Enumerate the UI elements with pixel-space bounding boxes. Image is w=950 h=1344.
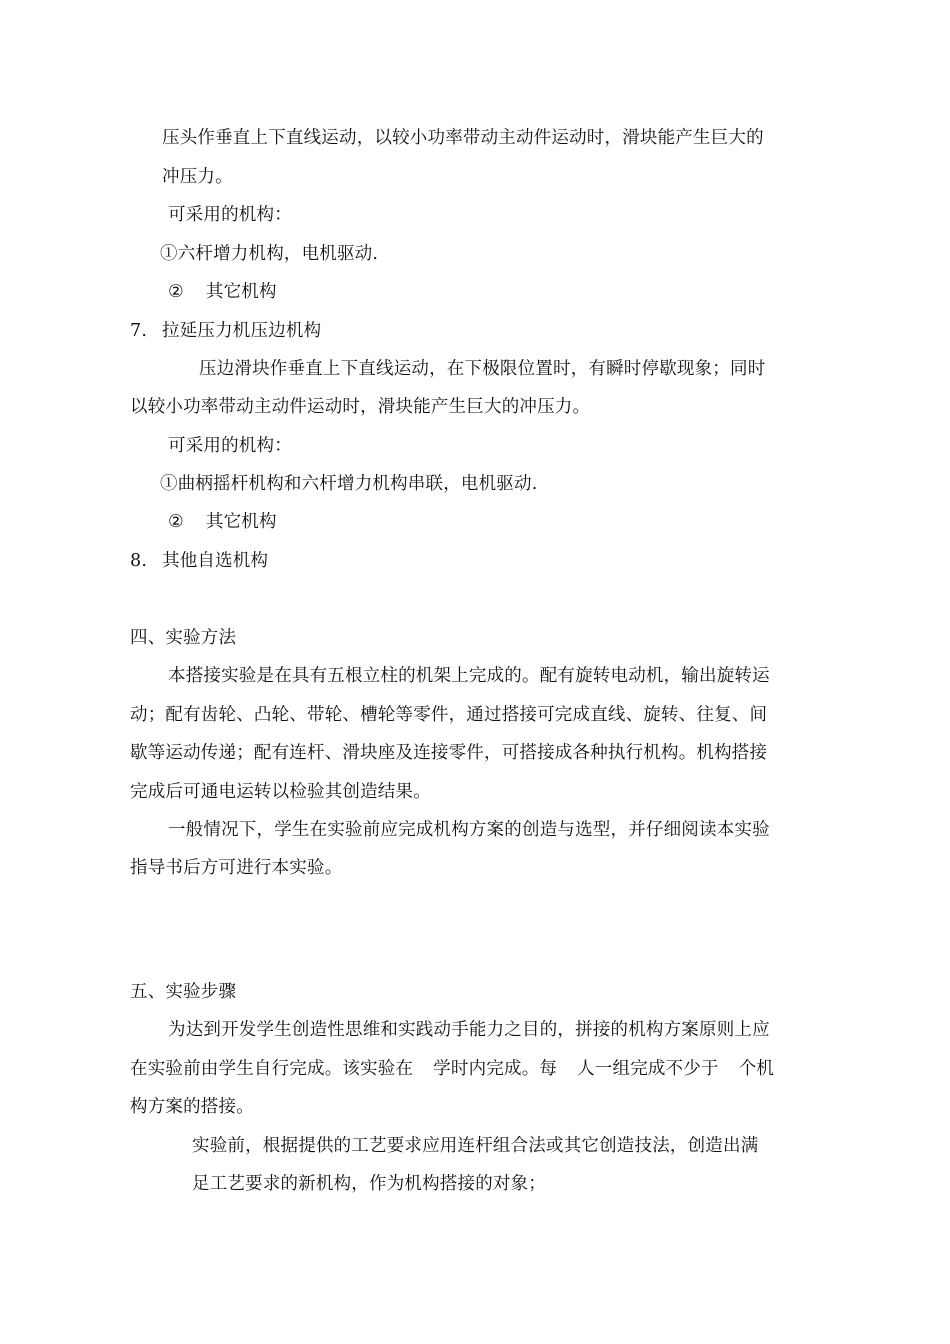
list-item-text: 其它机构 [205, 512, 277, 532]
text-line: 构方案的搭接。 [130, 1097, 254, 1117]
item-title: 拉延压力机压边机构 [162, 321, 322, 341]
item-number: 8. [130, 551, 148, 571]
text-segment: 个机 [738, 1059, 775, 1079]
list-item: ①六杆增力机构，电机驱动. [160, 244, 379, 264]
text-line: 压边滑块作垂直上下直线运动，在下极限位置时，有瞬时停歇现象；同时 [199, 359, 766, 379]
list-item [168, 510, 277, 534]
text-line: 可采用的机构： [168, 436, 292, 456]
list-marker: ② [168, 512, 184, 532]
text-line: 可采用的机构： [168, 205, 292, 225]
text-line [130, 1057, 774, 1081]
text-segment: 人一组完成不少于 [577, 1059, 719, 1079]
section-heading: 五、实验步骤 [130, 982, 237, 1002]
list-item-text: 其它机构 [205, 282, 277, 302]
item-number: 7. [130, 321, 148, 341]
text-line: 实验前，根据提供的工艺要求应用连杆组合法或其它创造技法，创造出满 [192, 1136, 759, 1156]
text-line: 一般情况下，学生在实验前应完成机构方案的创造与选型，并仔细阅读本实验 [168, 820, 770, 840]
text-segment: 学时内完成。每 [433, 1059, 558, 1079]
text-line: 动；配有齿轮、凸轮、带轮、槽轮等零件，通过搭接可完成直线、旋转、往复、间 [130, 705, 768, 725]
numbered-heading [130, 549, 268, 573]
list-item [168, 280, 277, 304]
text-line: 歇等运动传递；配有连杆、滑块座及连接零件，可搭接成各种执行机构。机构搭接 [130, 743, 768, 763]
item-title: 其他自选机构 [162, 551, 269, 571]
section-heading: 四、实验方法 [130, 628, 237, 648]
list-item: ①曲柄摇杆机构和六杆增力机构串联，电机驱动. [160, 474, 538, 494]
text-line: 为达到开发学生创造性思维和实践动手能力之目的，拼接的机构方案原则上应 [168, 1020, 770, 1040]
text-line: 完成后可通电运转以检验其创造结果。 [130, 782, 431, 802]
text-line: 压头作垂直上下直线运动，以较小功率带动主动件运动时，滑块能产生巨大的 [162, 128, 764, 148]
text-line: 冲压力。 [162, 167, 233, 187]
text-line: 本搭接实验是在具有五根立柱的机架上完成的。配有旋转电动机，输出旋转运 [168, 666, 770, 686]
text-line: 指导书后方可进行本实验。 [130, 858, 343, 878]
text-segment: 在实验前由学生自行完成。该实验在 [130, 1059, 414, 1079]
numbered-heading [130, 319, 321, 343]
text-line: 足工艺要求的新机构，作为机构搭接的对象； [192, 1174, 546, 1194]
text-line: 以较小功率带动主动件运动时，滑块能产生巨大的冲压力。 [130, 397, 591, 417]
list-marker: ② [168, 282, 184, 302]
